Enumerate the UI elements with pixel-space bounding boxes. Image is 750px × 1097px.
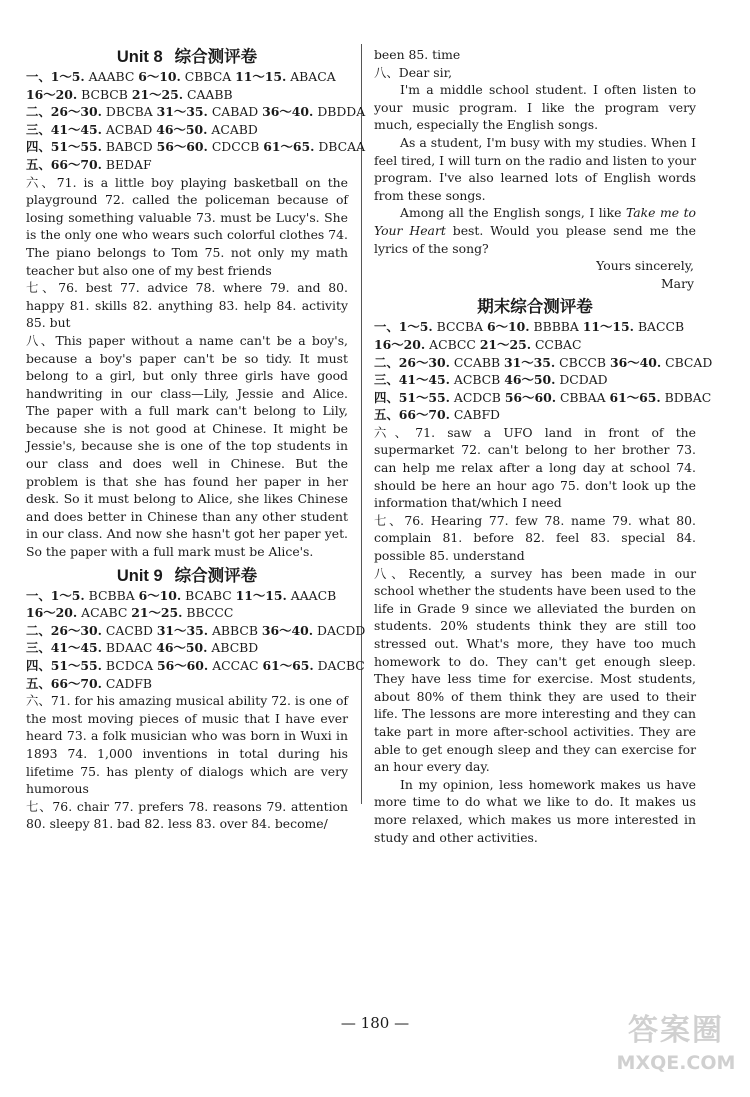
question-range: 36～40.	[261, 622, 314, 638]
answer-letters: ABCBD	[207, 640, 259, 656]
final-q6: 六、71. saw a UFO land in front of the supermarket 72. can't belong to her brother 73. can help me relax after a long day at school 74. should be here an hour ago 75. don't look up the information that/which I need	[374, 424, 696, 511]
unit9-answer-line	[26, 622, 366, 640]
song-title: Take me to Your Heart	[374, 205, 697, 238]
answer-letters: CACBD	[101, 622, 157, 638]
final-answer-line	[374, 318, 696, 336]
answer-letters: CBCAD	[661, 354, 713, 370]
unit8-q8-label: 八、	[26, 332, 56, 348]
final-heading-cn: 期末综合测评卷	[477, 297, 593, 317]
answer-letters: BCBBA	[84, 587, 139, 603]
question-range: 11～15.	[582, 319, 634, 335]
answer-letters: DBDDA	[313, 104, 366, 120]
final-answer-line	[374, 389, 712, 407]
question-range: 61～65.	[262, 658, 314, 673]
question-range: 31～35.	[156, 622, 209, 638]
answer-letters: DCDAD	[555, 372, 608, 388]
answer-letters: CBCCB	[555, 354, 610, 370]
final-q7: 七、76. Hearing 77. few 78. name 79. what 80. complain 81. before 82. feel 83. special 84. possible 85. understand	[374, 512, 696, 564]
question-range: 36～40.	[609, 354, 662, 370]
question-range: 二、26～30.	[26, 104, 102, 120]
unit8-answer-line	[26, 86, 348, 104]
question-range: 16～20.	[374, 336, 426, 352]
question-range: 31～35.	[503, 354, 556, 370]
unit8-heading-en: Unit 8	[116, 48, 163, 66]
question-range: 16～20.	[26, 86, 78, 102]
watermark-text-bottom: MXQE.COM	[616, 1052, 736, 1074]
answer-letters: BCBCB	[77, 86, 132, 102]
answer-letters: CABAD	[207, 104, 263, 120]
unit8-answer-line	[26, 121, 348, 139]
question-range: 二、26～30.	[26, 622, 102, 638]
unit8-answer-lines	[26, 68, 366, 174]
answer-letters: ACABD	[207, 121, 258, 137]
unit9-q7-continued: been 85. time	[374, 47, 461, 62]
question-range: 四、51～55.	[26, 658, 102, 673]
question-range: 6～10.	[138, 69, 181, 84]
question-range: 一、1～5.	[26, 587, 85, 603]
answer-letters: ABACA	[286, 69, 336, 84]
final-answer-line	[374, 406, 696, 424]
final-answer-lines	[374, 318, 713, 424]
question-range: 61～65.	[263, 139, 315, 155]
question-range: 四、51～55.	[374, 389, 450, 405]
answer-letters: DBCAA	[314, 139, 366, 155]
answer-letters: ACABC	[77, 605, 132, 621]
letter-p3-before: Among all the English songs, I like	[400, 205, 626, 221]
page-number: — 180 —	[340, 1014, 410, 1032]
answer-letters: CCBAC	[531, 336, 582, 352]
question-range: 二、26～30.	[374, 354, 450, 370]
unit9-answer-line	[26, 587, 348, 605]
answer-letters: BACCB	[634, 319, 685, 335]
answer-letters: ACBCB	[449, 372, 505, 388]
left-column	[26, 46, 366, 833]
answer-letters: ACCAC	[208, 658, 263, 673]
final-q8-text: Recently, a survey has been made in our school whether the students have been used to the life in Grade 9 since we alleviated the burden on students. 20% students think they are still too stressed out. What's more, they have too much homework to do. They can't get enough sleep. They have less time for exercise. Most students, about 80% of them think they are used to their life. The lessons are more interesting and they can take part in more after-school activities. They are able to get enough sleep and they can exercise for an hour every day.	[374, 565, 696, 775]
question-range: 16～20.	[26, 605, 78, 621]
answer-letters: DACDD	[313, 622, 366, 638]
question-range: 6～10.	[138, 587, 182, 603]
question-range: 56～60.	[504, 389, 557, 405]
watermark-logo	[616, 1011, 736, 1089]
answer-letters: ACBCC	[425, 336, 480, 352]
unit8-q7: 七、76. best 77. advice 78. where 79. and 80. happy 81. skills 82. anything 83. help 84. activity 85. but	[26, 280, 348, 331]
answer-letters: CBBAA	[556, 389, 610, 405]
answer-letters: AAABC	[84, 69, 139, 84]
answer-letters: CABFD	[449, 407, 500, 423]
final-answer-line	[374, 354, 713, 372]
question-range: 11～15.	[235, 587, 287, 603]
letter-p3-after: best. Would you please send me the lyrics of the song?	[374, 222, 696, 256]
answer-letters: BDBAC	[660, 389, 712, 405]
unit9-heading	[26, 565, 348, 587]
question-range: 21～25.	[131, 86, 184, 102]
answer-letters: ABBCB	[208, 622, 262, 638]
letter-closing: Yours sincerely,	[596, 258, 694, 274]
answer-letters: ACDCB	[449, 389, 505, 405]
watermark-text-top: 答案圈	[628, 1013, 724, 1048]
answer-letters: DACBC	[313, 658, 365, 673]
answer-letters: CADFB	[101, 675, 152, 691]
unit8-heading	[26, 46, 348, 68]
answer-letters: BBCCC	[182, 605, 234, 621]
question-range: 31～35.	[156, 104, 208, 120]
question-range: 11～15.	[235, 69, 287, 84]
question-range: 46～50.	[156, 121, 208, 137]
question-range: 五、66～70.	[26, 675, 102, 691]
right-column	[374, 46, 713, 846]
question-range: 五、66～70.	[26, 156, 102, 172]
final-q8-paragraph-2: In my opinion, less homework makes us have more time to do what we like to do. It makes us more relaxed, which makes us more interested in study and other activities.	[374, 776, 696, 845]
unit8-q6: 六、71. is a little boy playing basketball on the playground 72. called the policeman because of losing something valuable 73. must be Lucy's. She is the only one who wears such colorful clothes 74. The piano belongs to Tom 75. not only my math teacher but also one of my best friends	[26, 174, 348, 278]
question-range: 三、41～45.	[26, 121, 102, 137]
unit8-answer-line	[26, 68, 348, 86]
question-range: 46～50.	[156, 640, 208, 656]
question-range: 三、41～45.	[374, 372, 450, 388]
unit9-heading-en: Unit 9	[116, 566, 163, 585]
question-range: 四、51～55.	[26, 139, 102, 155]
answer-letters: CDCCB	[207, 139, 264, 155]
unit9-heading-cn: 综合测评卷	[174, 565, 258, 585]
unit8-answer-line	[26, 138, 366, 156]
question-range: 6～10.	[486, 319, 530, 335]
letter-paragraph-1: I'm a middle school student. I often listen to your music program. I like the program very much, especially the English songs.	[374, 82, 696, 133]
question-range: 三、41～45.	[26, 640, 102, 656]
question-range: 36～40.	[262, 104, 314, 120]
answer-letters: CBBCA	[180, 69, 236, 84]
unit9-q7: 七、76. chair 77. prefers 78. reasons 79. attention 80. sleepy 81. bad 82. less 83. over 84. become/	[26, 798, 348, 832]
final-exam-heading	[374, 296, 696, 318]
answer-letters: DBCBA	[101, 104, 157, 120]
answer-letters: CCABB	[449, 354, 504, 370]
question-range: 21～25.	[131, 605, 183, 621]
question-range: 61～65.	[609, 389, 661, 405]
question-range: 56～60.	[156, 139, 208, 155]
final-answer-line	[374, 336, 696, 354]
letter-greeting: 八、Dear sir,	[374, 64, 453, 80]
unit8-answer-line	[26, 156, 348, 174]
answer-letters: CAABB	[183, 86, 233, 102]
question-range: 56～60.	[157, 658, 209, 673]
answer-letters: BCCBA	[432, 319, 487, 335]
final-q8-label: 八、	[374, 565, 409, 581]
column-divider	[361, 44, 362, 804]
final-answer-line	[374, 371, 696, 389]
unit9-answer-line	[26, 639, 348, 657]
unit8-q8	[26, 332, 348, 561]
answer-letters: BCABC	[181, 587, 236, 603]
unit8-heading-cn: 综合测评卷	[174, 47, 258, 66]
letter-paragraph-3	[374, 204, 696, 257]
unit8-q8-text: This paper without a name can't be a boy's, because a boy's paper can't be so tidy. It must belong to a girl, but only three girls have good handwriting in our class—Lily, Jessie and Alice. The paper with a full mark can't belong to Lily, because she is not good at Chinese. It might be Jessie's, because she is one of the top students in our class and does well in Chinese. But the problem is that she has found her paper in her desk. So it must belong to Alice, she likes Chinese and does better in Chinese than any other student in our class. And now she hasn't got her paper yet. So the paper with a full mark must be Alice's.	[26, 332, 348, 560]
answer-letters: BABCD	[101, 139, 157, 155]
unit9-q6: 六、71. for his amazing musical ability 72. is one of the most moving pieces of music that I have ever heard 73. a folk musician who was born in Wuxi in 1893 74. 1,000 inventions in total during his lifetime 75. has plenty of dialogs which are very humorous	[26, 693, 348, 797]
question-range: 一、1～5.	[26, 69, 85, 84]
answer-letters: ACBAD	[101, 121, 157, 137]
letter-paragraph-2: As a student, I'm busy with my studies. When I feel tired, I will turn on the radio and listen to your program. I've also learned lots of English words from these songs.	[374, 134, 696, 203]
answer-letters: AAACB	[286, 587, 337, 603]
final-q8	[374, 565, 696, 776]
question-range: 46～50.	[504, 372, 556, 388]
answer-letters: BEDAF	[101, 156, 152, 172]
question-range: 21～25.	[479, 336, 532, 352]
answer-letters: BBBBA	[529, 319, 583, 335]
unit9-answer-line	[26, 657, 365, 675]
question-range: 一、1～5.	[374, 319, 433, 335]
unit9-answer-lines	[26, 587, 366, 693]
question-range: 五、66～70.	[374, 407, 450, 423]
unit9-answer-line	[26, 675, 348, 693]
letter-signature: Mary	[661, 275, 694, 291]
answer-letters: BDAAC	[101, 640, 157, 656]
unit9-answer-line	[26, 604, 348, 622]
answer-letters: BCDCA	[101, 658, 158, 673]
unit8-answer-line	[26, 103, 366, 121]
